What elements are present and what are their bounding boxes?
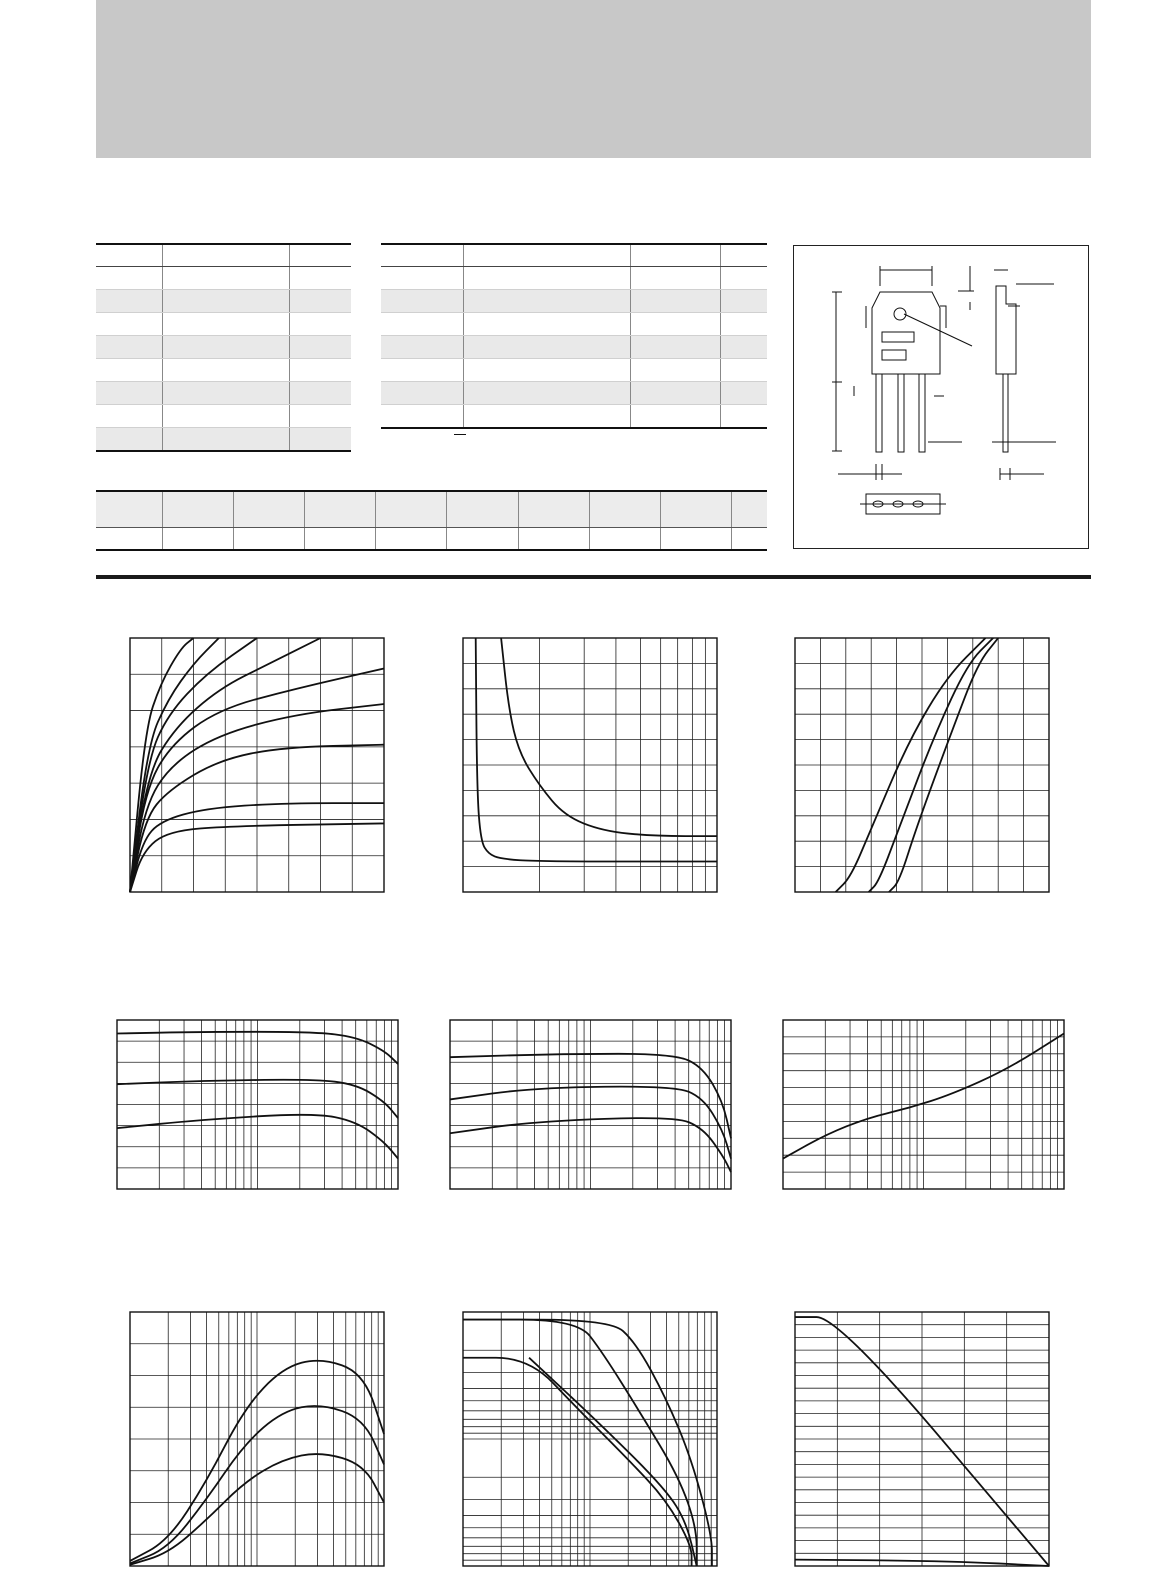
ratings-row	[96, 267, 351, 290]
package-marking-2	[882, 350, 906, 360]
pc-ta-derating-chart	[795, 1312, 1049, 1566]
characteristics-header-row	[381, 244, 767, 267]
characteristics-row	[381, 336, 767, 359]
package-marking-1	[882, 332, 914, 342]
lead-right	[919, 374, 925, 452]
characteristics-row	[381, 267, 767, 290]
lead-left	[876, 374, 882, 452]
ratings-row	[96, 313, 351, 336]
section-divider	[96, 575, 1091, 579]
ratings-row	[96, 336, 351, 359]
hfe-ic-chart-b	[450, 1020, 731, 1189]
classification-table	[96, 490, 767, 551]
characteristics-row	[381, 290, 767, 313]
characteristics-row	[381, 359, 767, 382]
series-line	[529, 1358, 697, 1566]
characteristics-table	[381, 243, 767, 429]
lead-center	[898, 374, 904, 452]
title-banner	[96, 0, 1091, 158]
package-drawing	[794, 246, 1090, 550]
package-body-side	[996, 286, 1016, 374]
ratings-header-row	[96, 244, 351, 267]
series-line	[501, 638, 717, 836]
ratings-row	[96, 405, 351, 428]
package-outline-box	[793, 245, 1089, 549]
lead-side	[1003, 374, 1008, 452]
ft-ie-chart	[130, 1312, 384, 1566]
classification-row	[96, 528, 767, 551]
ratings-row	[96, 428, 351, 452]
series-line	[463, 1320, 712, 1566]
ic-vbe-chart	[795, 638, 1049, 892]
characteristics-row	[381, 313, 767, 336]
ratings-table	[96, 243, 351, 452]
characteristics-row	[381, 382, 767, 405]
hfe-ic-chart-a	[117, 1020, 398, 1189]
ic-vce-chart	[130, 638, 384, 892]
ratings-row	[96, 290, 351, 313]
ratings-row	[96, 359, 351, 382]
characteristics-row	[381, 405, 767, 429]
safe-operating-area-chart	[463, 1312, 717, 1566]
series-line	[463, 1320, 697, 1566]
footnote-mark	[454, 434, 466, 435]
vce-sat-chart	[463, 638, 717, 892]
ratings-row	[96, 382, 351, 405]
vbe-sat-chart	[783, 1020, 1064, 1189]
classification-header-row	[96, 491, 767, 528]
